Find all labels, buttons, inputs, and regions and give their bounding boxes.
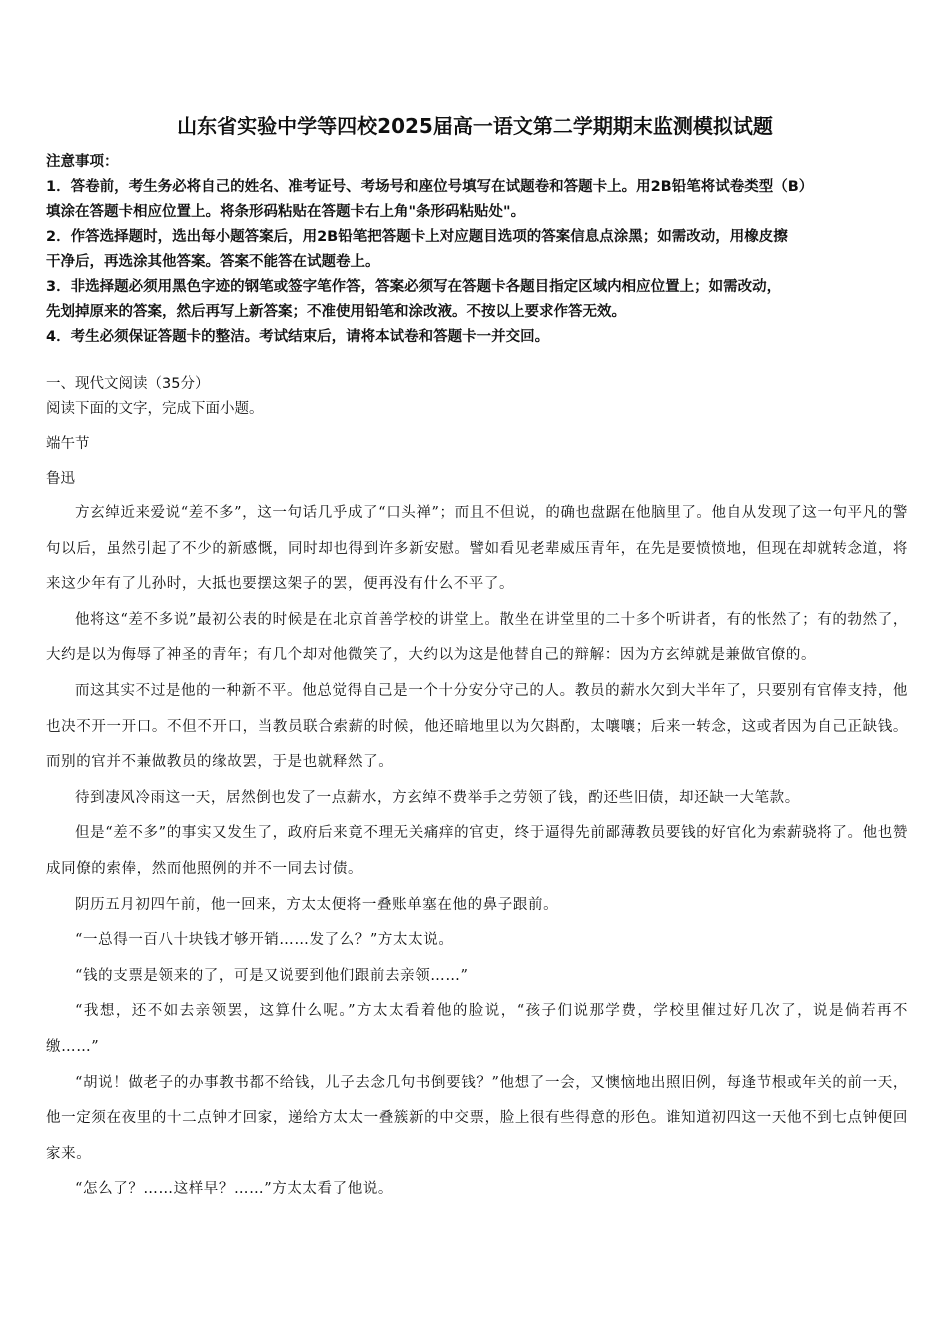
article-title: 端午节 [46, 436, 90, 452]
article-paragraph: “胡说！做老子的办事教书都不给钱，儿子去念几句书倒要钱？”他想了一会，又懊恼地出照旧例，每逢节根或年关的前一天，他一定须在夜里的十二点钟才回家，递给方太太一叠簇新的中交票，脸上很有些得意的形色。谁知道初四这一天他不到七点钟便回家来。 [46, 1074, 908, 1162]
reading-instruction: 阅读下面的文字，完成下面小题。 [46, 401, 264, 417]
article-author: 鲁迅 [46, 471, 75, 487]
article-paragraph: “钱的支票是领来的了，可是又说要到他们跟前去亲领……” [75, 967, 469, 984]
section-heading: 一、现代文阅读（35分） [46, 376, 210, 392]
notice-block [46, 150, 906, 350]
notice-line: 填涂在答题卡相应位置上。将条形码粘贴在答题卡右上角"条形码粘贴处"。 [46, 204, 526, 220]
article-paragraph: 而这其实不过是他的一种新不平。他总觉得自己是一个十分安分守己的人。教员的薪水欠到大半年了，只要别有官俸支持，他也决不开一开口。不但不开口，当教员联合索薪的时候，他还暗地里以为欠斟酌，太嚷嚷；后来一转念，这或者因为自己正缺钱。而别的官并不兼做教员的缘故罢，于是也就释然了。 [46, 682, 908, 771]
article-body [46, 496, 908, 1208]
article-paragraph: “我想，还不如去亲领罢，这算什么呢。”方太太看着他的脸说，“孩子们说那学费，学校里催过好几次了，说是倘若再不缴……” [46, 1003, 908, 1055]
notice-line: 1．答卷前，考生务必将自己的姓名、准考证号、考场号和座位号填写在试题卷和答题卡上。用2B铅笔将试卷类型（B） [46, 179, 814, 195]
article-paragraph: 方玄绰近来爱说“差不多”，这一句话几乎成了“口头禅”；而且不但说，的确也盘踞在他脑里了。他自从发现了这一句平凡的警句以后，虽然引起了不少的新感慨，同时却也得到许多新安慰。譬如看见老辈威压青年，在先是要愤愤地，但现在却就转念道，将来这少年有了儿孙时，大抵也要摆这架子的罢，便再没有什么不平了。 [46, 505, 908, 593]
notice-line: 干净后，再选涂其他答案。答案不能答在试题卷上。 [46, 254, 380, 270]
notice-line: 3．非选择题必须用黑色字迹的钢笔或签字笔作答，答案必须写在答题卡各题目指定区域内相应位置上；如需改动， [46, 279, 782, 295]
article-paragraph: 但是“差不多”的事实又发生了，政府后来竟不理无关痛痒的官吏，终于逼得先前鄙薄教员要钱的好官化为索薪骁将了。他也赞成同僚的索俸，然而他照例的并不一同去讨债。 [46, 825, 908, 877]
article-paragraph: 阴历五月初四午前，他一回来，方太太便将一叠账单塞在他的鼻子跟前。 [75, 896, 559, 913]
article-paragraph: “怎么了？……这样早？……”方太太看了他说。 [75, 1181, 394, 1198]
article-paragraph: “一总得一百八十块钱才够开销……发了么？”方太太说。 [75, 932, 454, 949]
notice-line: 2．作答选择题时，选出每小题答案后，用2B铅笔把答题卡上对应题目选项的答案信息点涂黑；如需改动，用橡皮擦 [46, 229, 788, 245]
article-paragraph: 待到凄风冷雨这一天，居然倒也发了一点薪水，方玄绰不费举手之劳领了钱，酌还些旧债，却还缺一大笔款。 [75, 789, 800, 806]
document-title: 山东省实验中学等四校2025届高一语文第二学期期末监测模拟试题 [177, 114, 773, 138]
notice-heading: 注意事项： [46, 154, 119, 170]
notice-line: 4．考生必须保证答题卡的整洁。考试结束后，请将本试卷和答题卡一并交回。 [46, 329, 550, 345]
notice-line: 先划掉原来的答案，然后再写上新答案；不准使用铅笔和涂改液。不按以上要求作答无效。 [46, 304, 626, 320]
article-paragraph: 他将这“差不多说”最初公表的时候是在北京首善学校的讲堂上。散坐在讲堂里的二十多个听讲者，有的怅然了；有的勃然了，大约是以为侮辱了神圣的青年；有几个却对他微笑了，大约以为这是他替自己的辩解：因为方玄绰就是兼做官僚的。 [46, 611, 908, 664]
